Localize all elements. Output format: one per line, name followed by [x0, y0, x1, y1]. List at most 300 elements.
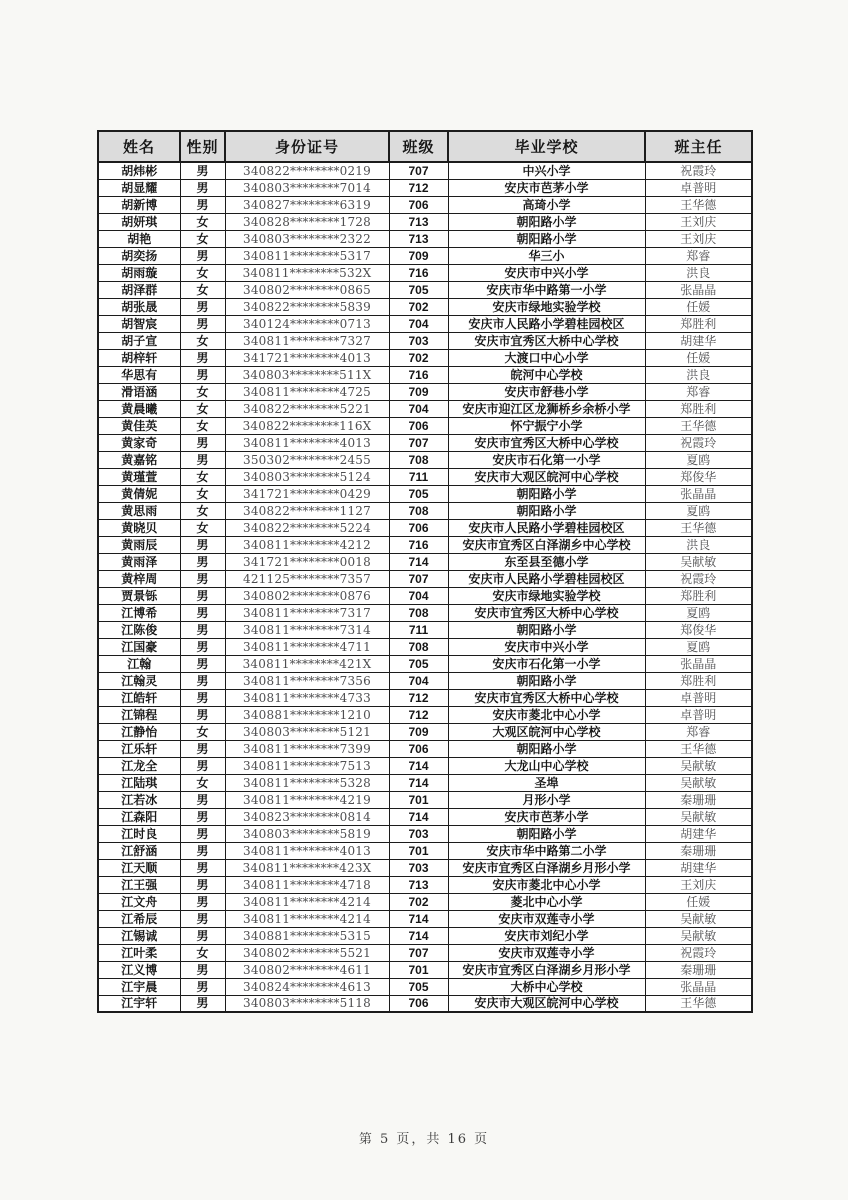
cell-head-teacher: 王华德 — [645, 196, 752, 213]
table-row — [98, 162, 752, 179]
cell-gender: 女 — [180, 468, 225, 485]
cell-class: 707 — [389, 570, 448, 587]
cell-gender: 男 — [180, 859, 225, 876]
cell-id-number: 340802********0876 — [225, 587, 389, 604]
cell-graduation-school: 东至县至德小学 — [448, 553, 645, 570]
cell-class: 706 — [389, 417, 448, 434]
cell-graduation-school: 安庆市大观区皖河中心学校 — [448, 468, 645, 485]
cell-id-number: 340827********6319 — [225, 196, 389, 213]
cell-id-number: 340803********5118 — [225, 995, 389, 1012]
cell-name: 江龙全 — [98, 757, 180, 774]
cell-name: 黄晨曦 — [98, 400, 180, 417]
table-row — [98, 927, 752, 944]
cell-head-teacher: 秦珊珊 — [645, 961, 752, 978]
cell-gender: 男 — [180, 910, 225, 927]
cell-name: 滑语涵 — [98, 383, 180, 400]
column-header-head-teacher: 班主任 — [645, 131, 752, 162]
cell-head-teacher: 祝霞玲 — [645, 162, 752, 179]
cell-id-number: 340811********4718 — [225, 876, 389, 893]
column-header-name: 姓名 — [98, 131, 180, 162]
cell-id-number: 340828********1728 — [225, 213, 389, 230]
cell-graduation-school: 圣埠 — [448, 774, 645, 791]
cell-graduation-school: 安庆市宜秀区大桥中心学校 — [448, 332, 645, 349]
cell-name: 胡泽群 — [98, 281, 180, 298]
cell-gender: 女 — [180, 264, 225, 281]
cell-gender: 女 — [180, 723, 225, 740]
table-row — [98, 672, 752, 689]
cell-id-number: 340811********423X — [225, 859, 389, 876]
cell-id-number: 340811********4725 — [225, 383, 389, 400]
cell-class: 712 — [389, 706, 448, 723]
cell-name: 胡子宣 — [98, 332, 180, 349]
cell-head-teacher: 任媛 — [645, 298, 752, 315]
cell-head-teacher: 郑睿 — [645, 247, 752, 264]
cell-head-teacher: 张晶晶 — [645, 655, 752, 672]
cell-class: 716 — [389, 264, 448, 281]
table-row — [98, 315, 752, 332]
cell-head-teacher: 洪良 — [645, 366, 752, 383]
cell-head-teacher: 张晶晶 — [645, 978, 752, 995]
cell-class: 701 — [389, 961, 448, 978]
cell-head-teacher: 王华德 — [645, 740, 752, 757]
cell-name: 胡新博 — [98, 196, 180, 213]
cell-class: 704 — [389, 587, 448, 604]
cell-id-number: 340811********7513 — [225, 757, 389, 774]
cell-head-teacher: 祝霞玲 — [645, 434, 752, 451]
cell-gender: 男 — [180, 876, 225, 893]
cell-gender: 女 — [180, 281, 225, 298]
cell-class: 705 — [389, 281, 448, 298]
cell-class: 707 — [389, 944, 448, 961]
table-row — [98, 485, 752, 502]
cell-graduation-school: 安庆市石化第一小学 — [448, 451, 645, 468]
cell-head-teacher: 任媛 — [645, 893, 752, 910]
cell-id-number: 340811********7399 — [225, 740, 389, 757]
cell-class: 708 — [389, 502, 448, 519]
cell-name: 江宇轩 — [98, 995, 180, 1012]
cell-class: 705 — [389, 655, 448, 672]
table-row — [98, 196, 752, 213]
cell-graduation-school: 菱北中心小学 — [448, 893, 645, 910]
table-row — [98, 502, 752, 519]
cell-id-number: 340811********7317 — [225, 604, 389, 621]
cell-head-teacher: 吴献敏 — [645, 774, 752, 791]
cell-name: 江希辰 — [98, 910, 180, 927]
cell-graduation-school: 中兴小学 — [448, 162, 645, 179]
cell-id-number: 340803********2322 — [225, 230, 389, 247]
cell-id-number: 341721********4013 — [225, 349, 389, 366]
cell-name: 江翰灵 — [98, 672, 180, 689]
table-row — [98, 740, 752, 757]
cell-head-teacher: 王刘庆 — [645, 230, 752, 247]
cell-id-number: 340822********5224 — [225, 519, 389, 536]
cell-graduation-school: 安庆市菱北中心小学 — [448, 706, 645, 723]
cell-graduation-school: 月形小学 — [448, 791, 645, 808]
cell-graduation-school: 安庆市双莲寺小学 — [448, 944, 645, 961]
cell-name: 胡梓轩 — [98, 349, 180, 366]
cell-head-teacher: 夏鸥 — [645, 451, 752, 468]
table-row — [98, 247, 752, 264]
page-number-footer: 第 5 页，共 16 页 — [358, 1132, 490, 1147]
cell-head-teacher: 郑胜利 — [645, 672, 752, 689]
cell-gender: 男 — [180, 689, 225, 706]
cell-gender: 女 — [180, 944, 225, 961]
cell-gender: 男 — [180, 842, 225, 859]
cell-class: 708 — [389, 451, 448, 468]
cell-class: 705 — [389, 978, 448, 995]
cell-gender: 男 — [180, 604, 225, 621]
cell-id-number: 340803********5124 — [225, 468, 389, 485]
cell-id-number: 340802********5521 — [225, 944, 389, 961]
cell-graduation-school: 朝阳路小学 — [448, 485, 645, 502]
cell-class: 703 — [389, 859, 448, 876]
cell-gender: 男 — [180, 791, 225, 808]
table-row — [98, 264, 752, 281]
cell-id-number: 340811********5328 — [225, 774, 389, 791]
cell-graduation-school: 朝阳路小学 — [448, 825, 645, 842]
table-row — [98, 349, 752, 366]
cell-gender: 男 — [180, 740, 225, 757]
cell-head-teacher: 张晶晶 — [645, 281, 752, 298]
cell-class: 706 — [389, 519, 448, 536]
cell-id-number: 340811********4212 — [225, 536, 389, 553]
cell-class: 709 — [389, 723, 448, 740]
column-header-graduation-school: 毕业学校 — [448, 131, 645, 162]
cell-gender: 男 — [180, 978, 225, 995]
cell-name: 江文舟 — [98, 893, 180, 910]
cell-id-number: 340124********0713 — [225, 315, 389, 332]
cell-head-teacher: 秦珊珊 — [645, 842, 752, 859]
cell-id-number: 340824********4613 — [225, 978, 389, 995]
cell-name: 江义博 — [98, 961, 180, 978]
cell-name: 黄梓周 — [98, 570, 180, 587]
cell-head-teacher: 洪良 — [645, 536, 752, 553]
cell-head-teacher: 祝霞玲 — [645, 570, 752, 587]
cell-class: 714 — [389, 910, 448, 927]
table-row — [98, 519, 752, 536]
cell-gender: 男 — [180, 349, 225, 366]
cell-class: 707 — [389, 434, 448, 451]
cell-id-number: 340881********5315 — [225, 927, 389, 944]
cell-head-teacher: 郑俊华 — [645, 621, 752, 638]
cell-id-number: 340803********7014 — [225, 179, 389, 196]
cell-class: 712 — [389, 689, 448, 706]
cell-head-teacher: 任媛 — [645, 349, 752, 366]
cell-name: 黄嘉铭 — [98, 451, 180, 468]
cell-class: 713 — [389, 230, 448, 247]
table-row — [98, 842, 752, 859]
cell-name: 黄思雨 — [98, 502, 180, 519]
table-row — [98, 332, 752, 349]
column-header-id-number: 身份证号 — [225, 131, 389, 162]
cell-gender: 男 — [180, 366, 225, 383]
cell-gender: 女 — [180, 519, 225, 536]
cell-graduation-school: 朝阳路小学 — [448, 740, 645, 757]
cell-graduation-school: 安庆市人民路小学碧桂园校区 — [448, 570, 645, 587]
table-row — [98, 655, 752, 672]
table-row — [98, 587, 752, 604]
table-body — [98, 162, 752, 1012]
cell-name: 江若冰 — [98, 791, 180, 808]
cell-class: 716 — [389, 366, 448, 383]
cell-graduation-school: 怀宁振宁小学 — [448, 417, 645, 434]
column-header-class: 班级 — [389, 131, 448, 162]
table-row — [98, 553, 752, 570]
cell-gender: 男 — [180, 808, 225, 825]
cell-graduation-school: 安庆市华中路第一小学 — [448, 281, 645, 298]
cell-name: 胡张晟 — [98, 298, 180, 315]
cell-gender: 男 — [180, 162, 225, 179]
cell-id-number: 340811********4013 — [225, 434, 389, 451]
cell-gender: 女 — [180, 230, 225, 247]
cell-graduation-school: 安庆市舒巷小学 — [448, 383, 645, 400]
cell-gender: 男 — [180, 893, 225, 910]
table-row — [98, 706, 752, 723]
cell-class: 714 — [389, 553, 448, 570]
cell-class: 714 — [389, 757, 448, 774]
cell-graduation-school: 安庆市芭茅小学 — [448, 808, 645, 825]
cell-class: 706 — [389, 196, 448, 213]
cell-name: 胡奕扬 — [98, 247, 180, 264]
cell-gender: 男 — [180, 621, 225, 638]
cell-gender: 男 — [180, 672, 225, 689]
table-row — [98, 621, 752, 638]
cell-head-teacher: 郑胜利 — [645, 400, 752, 417]
cell-class: 709 — [389, 247, 448, 264]
cell-graduation-school: 安庆市绿地实验学校 — [448, 298, 645, 315]
cell-head-teacher: 郑胜利 — [645, 315, 752, 332]
cell-id-number: 340822********5839 — [225, 298, 389, 315]
cell-id-number: 340822********5221 — [225, 400, 389, 417]
table-header-row — [98, 131, 752, 162]
cell-id-number: 340811********7327 — [225, 332, 389, 349]
table-row — [98, 859, 752, 876]
cell-head-teacher: 吴献敏 — [645, 757, 752, 774]
cell-id-number: 340811********421X — [225, 655, 389, 672]
cell-gender: 女 — [180, 400, 225, 417]
cell-class: 704 — [389, 400, 448, 417]
cell-head-teacher: 夏鸥 — [645, 604, 752, 621]
cell-id-number: 340803********5819 — [225, 825, 389, 842]
cell-class: 706 — [389, 740, 448, 757]
cell-class: 714 — [389, 927, 448, 944]
cell-name: 贾景铄 — [98, 587, 180, 604]
cell-head-teacher: 吴献敏 — [645, 553, 752, 570]
cell-head-teacher: 夏鸥 — [645, 502, 752, 519]
table-row — [98, 417, 752, 434]
cell-class: 701 — [389, 791, 448, 808]
table-row — [98, 468, 752, 485]
cell-class: 708 — [389, 604, 448, 621]
cell-id-number: 340811********4013 — [225, 842, 389, 859]
cell-name: 江王强 — [98, 876, 180, 893]
table-row — [98, 876, 752, 893]
cell-graduation-school: 朝阳路小学 — [448, 672, 645, 689]
cell-name: 黄瑾萱 — [98, 468, 180, 485]
table-row — [98, 961, 752, 978]
cell-gender: 男 — [180, 434, 225, 451]
cell-gender: 女 — [180, 417, 225, 434]
table-row — [98, 910, 752, 927]
cell-head-teacher: 胡建华 — [645, 825, 752, 842]
cell-name: 江宇晨 — [98, 978, 180, 995]
cell-id-number: 340803********511X — [225, 366, 389, 383]
cell-gender: 男 — [180, 536, 225, 553]
cell-id-number: 340803********5121 — [225, 723, 389, 740]
cell-class: 705 — [389, 485, 448, 502]
cell-class: 704 — [389, 315, 448, 332]
cell-gender: 男 — [180, 553, 225, 570]
cell-gender: 男 — [180, 927, 225, 944]
cell-gender: 男 — [180, 638, 225, 655]
cell-name: 江陆琪 — [98, 774, 180, 791]
cell-id-number: 340822********116X — [225, 417, 389, 434]
cell-name: 江陈俊 — [98, 621, 180, 638]
cell-graduation-school: 安庆市宜秀区大桥中心学校 — [448, 434, 645, 451]
table-row — [98, 451, 752, 468]
cell-id-number: 340811********4214 — [225, 893, 389, 910]
cell-graduation-school: 大观区皖河中心学校 — [448, 723, 645, 740]
cell-gender: 男 — [180, 298, 225, 315]
cell-graduation-school: 大渡口中心小学 — [448, 349, 645, 366]
cell-head-teacher: 郑胜利 — [645, 587, 752, 604]
table-row — [98, 366, 752, 383]
column-header-gender: 性别 — [180, 131, 225, 162]
cell-gender: 女 — [180, 774, 225, 791]
cell-gender: 男 — [180, 179, 225, 196]
cell-class: 714 — [389, 774, 448, 791]
table-row — [98, 689, 752, 706]
cell-head-teacher: 洪良 — [645, 264, 752, 281]
cell-name: 黄雨辰 — [98, 536, 180, 553]
cell-class: 702 — [389, 298, 448, 315]
cell-name: 江静怡 — [98, 723, 180, 740]
table-row — [98, 825, 752, 842]
cell-graduation-school: 安庆市中兴小学 — [448, 264, 645, 281]
cell-id-number: 340881********1210 — [225, 706, 389, 723]
cell-graduation-school: 皖河中心学校 — [448, 366, 645, 383]
cell-head-teacher: 卓普明 — [645, 689, 752, 706]
table-row — [98, 230, 752, 247]
cell-name: 江锡诚 — [98, 927, 180, 944]
cell-graduation-school: 安庆市人民路小学碧桂园校区 — [448, 519, 645, 536]
table-row — [98, 757, 752, 774]
cell-name: 江皓轩 — [98, 689, 180, 706]
cell-name: 胡炜彬 — [98, 162, 180, 179]
cell-head-teacher: 张晶晶 — [645, 485, 752, 502]
cell-graduation-school: 朝阳路小学 — [448, 230, 645, 247]
cell-head-teacher: 王刘庆 — [645, 876, 752, 893]
table-row — [98, 400, 752, 417]
cell-id-number: 340811********4214 — [225, 910, 389, 927]
cell-name: 江叶柔 — [98, 944, 180, 961]
cell-gender: 男 — [180, 825, 225, 842]
cell-name: 江翰 — [98, 655, 180, 672]
cell-graduation-school: 安庆市宜秀区白泽湖乡月形小学 — [448, 961, 645, 978]
cell-class: 707 — [389, 162, 448, 179]
cell-graduation-school: 大桥中心学校 — [448, 978, 645, 995]
cell-class: 714 — [389, 808, 448, 825]
cell-name: 胡显耀 — [98, 179, 180, 196]
cell-class: 713 — [389, 876, 448, 893]
cell-head-teacher: 吴献敏 — [645, 808, 752, 825]
cell-graduation-school: 安庆市中兴小学 — [448, 638, 645, 655]
table-row — [98, 774, 752, 791]
cell-name: 江国豪 — [98, 638, 180, 655]
cell-graduation-school: 安庆市人民路小学碧桂园校区 — [448, 315, 645, 332]
cell-id-number: 340822********0219 — [225, 162, 389, 179]
cell-head-teacher: 王刘庆 — [645, 213, 752, 230]
table-row — [98, 383, 752, 400]
cell-gender: 男 — [180, 570, 225, 587]
cell-gender: 女 — [180, 502, 225, 519]
cell-class: 701 — [389, 842, 448, 859]
cell-class: 709 — [389, 383, 448, 400]
cell-id-number: 350302********2455 — [225, 451, 389, 468]
cell-head-teacher: 王华德 — [645, 519, 752, 536]
cell-gender: 男 — [180, 315, 225, 332]
cell-class: 702 — [389, 349, 448, 366]
cell-name: 胡雨璇 — [98, 264, 180, 281]
cell-graduation-school: 安庆市华中路第二小学 — [448, 842, 645, 859]
table-row — [98, 791, 752, 808]
cell-head-teacher: 胡建华 — [645, 332, 752, 349]
cell-gender: 女 — [180, 485, 225, 502]
cell-gender: 男 — [180, 706, 225, 723]
cell-id-number: 340811********7356 — [225, 672, 389, 689]
table-row — [98, 434, 752, 451]
cell-head-teacher: 郑睿 — [645, 383, 752, 400]
cell-graduation-school: 安庆市石化第一小学 — [448, 655, 645, 672]
table-row — [98, 995, 752, 1012]
cell-head-teacher: 卓普明 — [645, 179, 752, 196]
table-row — [98, 298, 752, 315]
cell-name: 江时良 — [98, 825, 180, 842]
cell-graduation-school: 安庆市宜秀区大桥中心学校 — [448, 604, 645, 621]
cell-name: 江森阳 — [98, 808, 180, 825]
cell-name: 黄晓贝 — [98, 519, 180, 536]
cell-gender: 男 — [180, 196, 225, 213]
table-row — [98, 570, 752, 587]
cell-class: 703 — [389, 332, 448, 349]
cell-graduation-school: 朝阳路小学 — [448, 213, 645, 230]
cell-name: 江天顺 — [98, 859, 180, 876]
cell-class: 712 — [389, 179, 448, 196]
cell-class: 703 — [389, 825, 448, 842]
table-row — [98, 536, 752, 553]
cell-name: 黄佳英 — [98, 417, 180, 434]
cell-gender: 女 — [180, 213, 225, 230]
cell-id-number: 340811********532X — [225, 264, 389, 281]
cell-id-number: 340822********1127 — [225, 502, 389, 519]
table-row — [98, 944, 752, 961]
cell-class: 704 — [389, 672, 448, 689]
cell-graduation-school: 安庆市芭茅小学 — [448, 179, 645, 196]
cell-graduation-school: 安庆市迎江区龙狮桥乡余桥小学 — [448, 400, 645, 417]
cell-graduation-school: 大龙山中心学校 — [448, 757, 645, 774]
cell-head-teacher: 王华德 — [645, 995, 752, 1012]
cell-name: 胡艳 — [98, 230, 180, 247]
cell-graduation-school: 安庆市宜秀区大桥中心学校 — [448, 689, 645, 706]
cell-name: 胡妍琪 — [98, 213, 180, 230]
cell-id-number: 340811********5317 — [225, 247, 389, 264]
cell-id-number: 340811********7314 — [225, 621, 389, 638]
cell-gender: 女 — [180, 383, 225, 400]
table-row — [98, 604, 752, 621]
cell-graduation-school: 安庆市绿地实验学校 — [448, 587, 645, 604]
cell-id-number: 341721********0018 — [225, 553, 389, 570]
table-row — [98, 893, 752, 910]
